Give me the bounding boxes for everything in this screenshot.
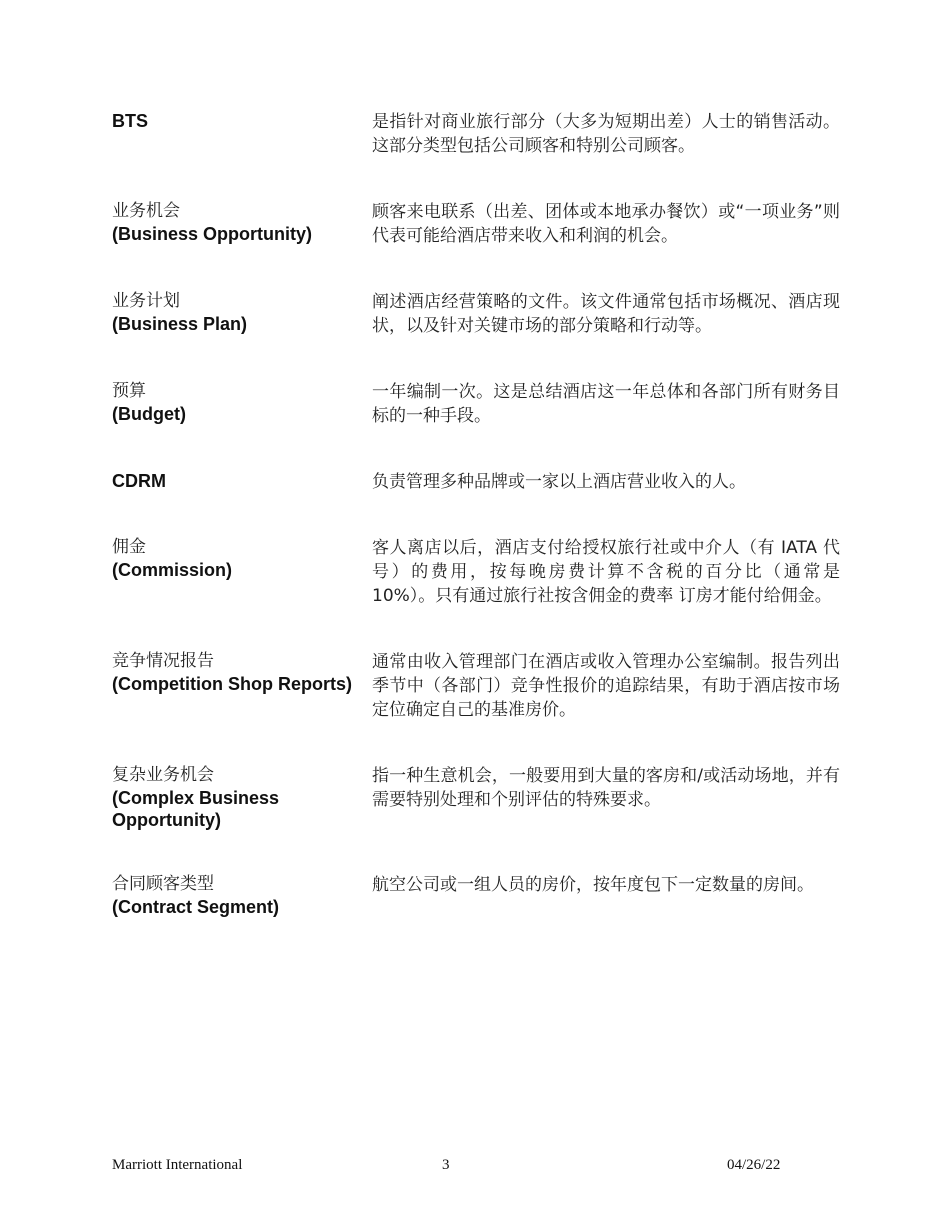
glossary-entry	[112, 110, 842, 158]
glossary-entry	[112, 290, 842, 338]
term-english: (Complex Business Opportunity)	[112, 788, 280, 830]
term-english: (Commission)	[112, 560, 233, 580]
term-chinese: 竞争情况报告	[112, 651, 214, 671]
glossary-definition: 顾客来电联系（出差、团体或本地承办餐饮）或“一项业务”则代表可能给酒店带来收入和利润的机会。	[372, 202, 840, 246]
glossary-definition: 是指针对商业旅行部分（大多为短期出差）人士的销售活动。这部分类型包括公司顾客和特别公司顾客。	[372, 112, 840, 156]
glossary-entry	[112, 650, 842, 722]
term-english: CDRM	[112, 471, 166, 491]
term-chinese: 佣金	[112, 537, 146, 557]
footer-company: Marriott International	[112, 1157, 243, 1173]
glossary-definition: 一年编制一次。这是总结酒店这一年总体和各部门所有财务目标的一种手段。	[372, 382, 840, 426]
glossary-term	[112, 290, 372, 335]
term-chinese: 预算	[112, 381, 146, 401]
glossary-term	[112, 110, 372, 132]
glossary-term	[112, 200, 372, 245]
footer-page-number: 3	[442, 1157, 450, 1173]
glossary-entry	[112, 536, 842, 608]
glossary-definition: 通常由收入管理部门在酒店或收入管理办公室编制。报告列出季节中（各部门）竞争性报价的追踪结果，有助于酒店按市场定位确定自己的基准房价。	[372, 652, 840, 720]
term-english: (Contract Segment)	[112, 897, 280, 917]
footer-date: 04/26/22	[727, 1157, 781, 1173]
term-english: (Business Opportunity)	[112, 224, 313, 244]
glossary-term	[112, 470, 372, 492]
glossary-entry	[112, 873, 842, 918]
glossary-term	[112, 380, 372, 425]
glossary-definition: 客人离店以后，酒店支付给授权旅行社或中介人（有 IATA 代号）的费用，按每晚房费计算不含税的百分比（通常是 10%）。只有通过旅行社按含佣金的费率 订房才能付给佣金。	[372, 538, 840, 606]
glossary-entry	[112, 380, 842, 428]
glossary-entry	[112, 470, 842, 494]
glossary-term	[112, 536, 372, 581]
glossary-definition: 负责管理多种品牌或一家以上酒店营业收入的人。	[372, 472, 746, 492]
glossary-definition: 航空公司或一组人员的房价，按年度包下一定数量的房间。	[372, 875, 814, 895]
glossary-list	[112, 110, 842, 960]
term-chinese: 复杂业务机会	[112, 765, 214, 785]
term-english: (Budget)	[112, 404, 186, 424]
term-chinese: 业务机会	[112, 201, 180, 221]
term-chinese: 合同顾客类型	[112, 874, 214, 894]
glossary-definition: 指一种生意机会，一般要用到大量的客房和/或活动场地，并有需要特别处理和个别评估的特殊要求。	[372, 766, 840, 810]
term-chinese: 业务计划	[112, 291, 180, 311]
glossary-entry	[112, 764, 842, 831]
term-english: BTS	[112, 111, 148, 131]
glossary-definition: 阐述酒店经营策略的文件。该文件通常包括市场概况、酒店现状，以及针对关键市场的部分策略和行动等。	[372, 292, 840, 336]
term-english: (Business Plan)	[112, 314, 248, 334]
glossary-term	[112, 764, 372, 831]
glossary-term	[112, 650, 372, 695]
glossary-entry	[112, 200, 842, 248]
glossary-term	[112, 873, 372, 918]
term-english: (Competition Shop Reports)	[112, 674, 352, 694]
